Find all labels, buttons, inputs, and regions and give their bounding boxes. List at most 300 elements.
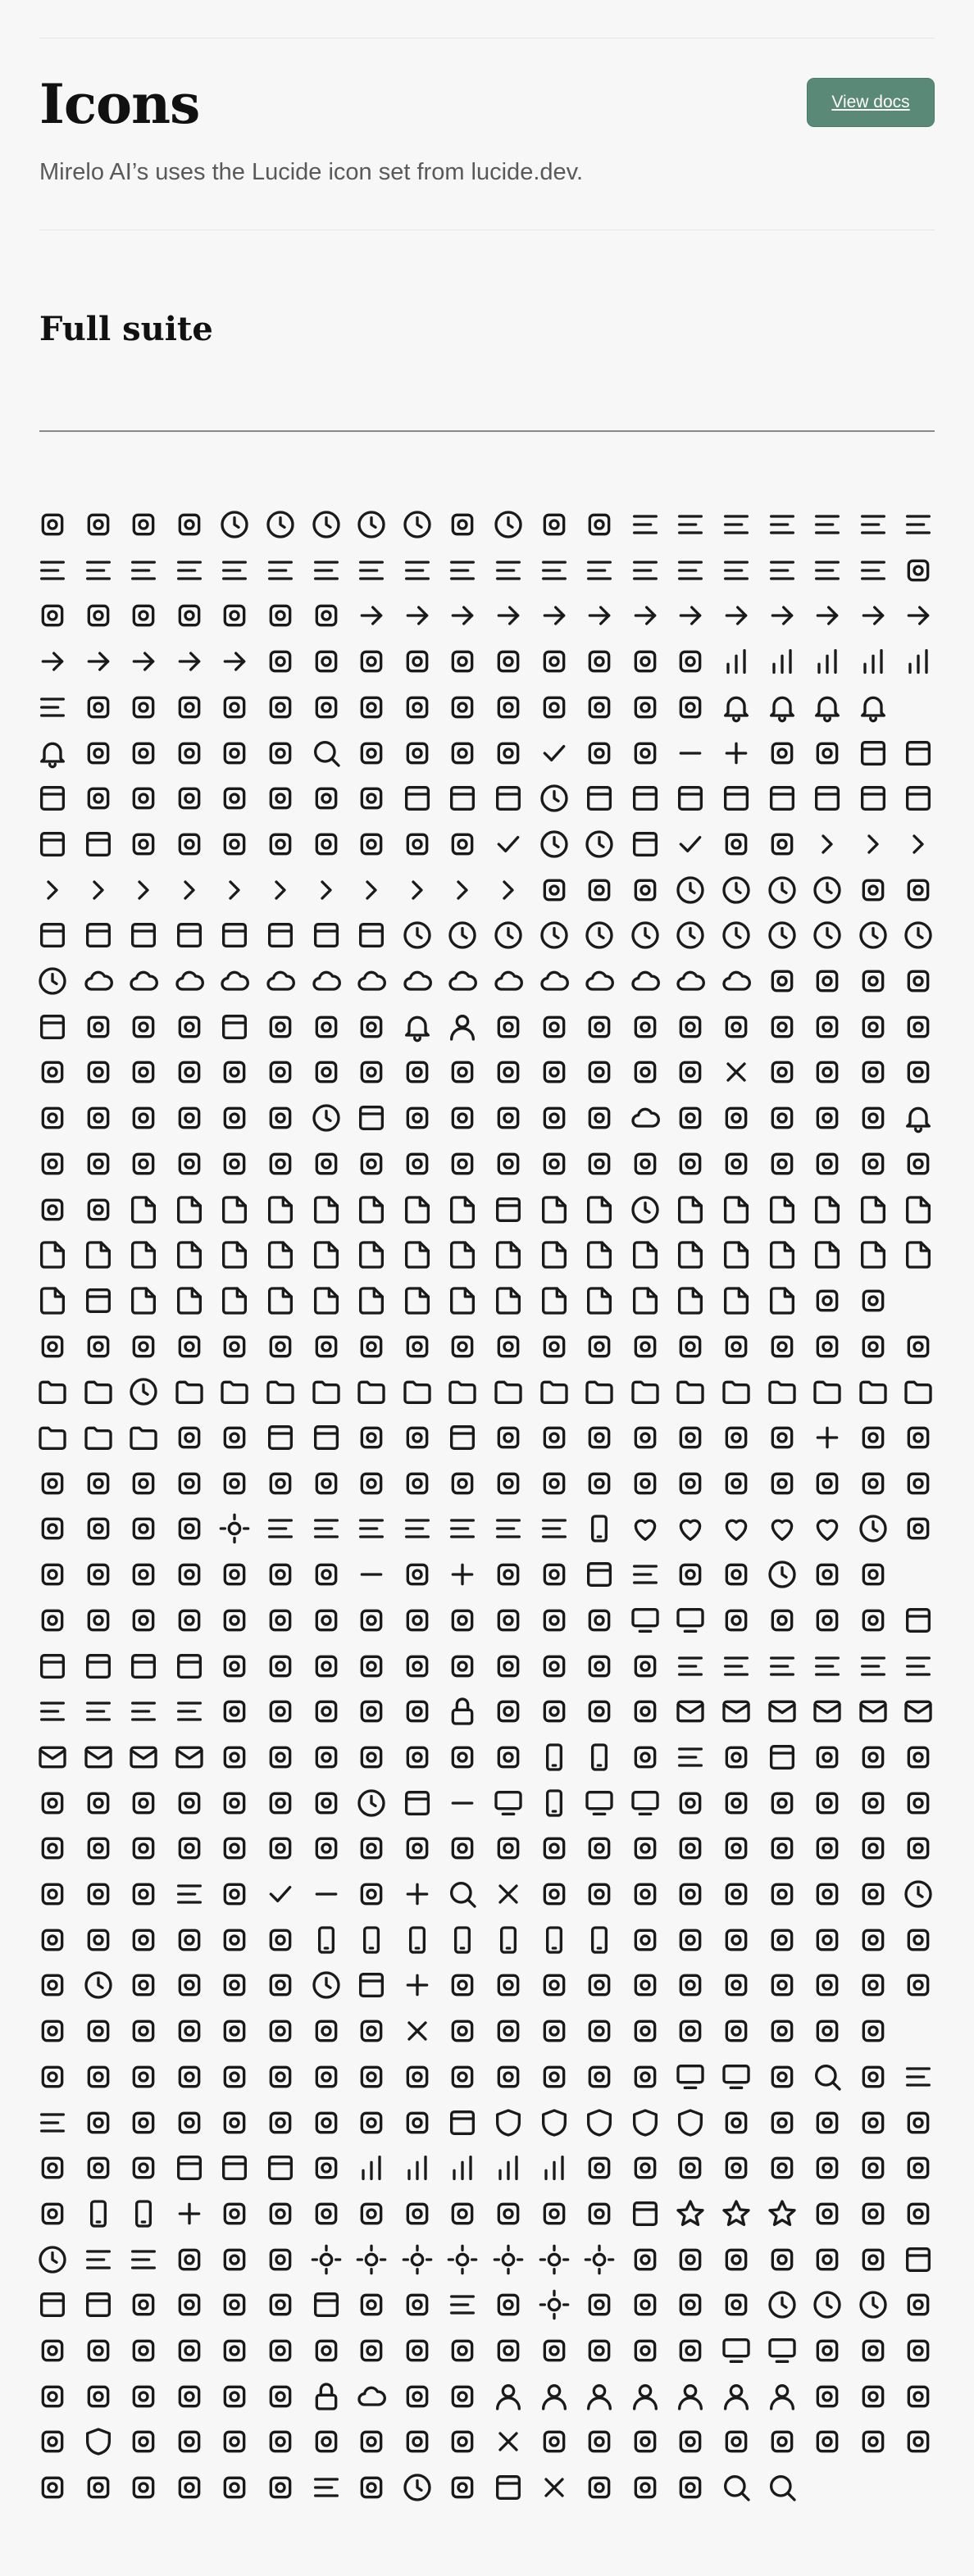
hand-icon[interactable] [36, 1512, 69, 1545]
sort-desc-icon[interactable] [401, 2197, 434, 2230]
folder-input-icon[interactable] [538, 1375, 571, 1408]
home-icon[interactable] [127, 1558, 160, 1591]
sailboat-icon[interactable] [173, 2060, 206, 2093]
flask-conical-icon[interactable] [538, 1330, 571, 1363]
arrow-up-circle-icon[interactable] [36, 645, 69, 678]
move-vertical-icon[interactable] [355, 1832, 388, 1865]
vibrate-off-icon[interactable] [127, 2425, 160, 2458]
info-icon[interactable] [766, 1558, 799, 1591]
edit-icon[interactable] [218, 1147, 251, 1180]
train-icon[interactable] [173, 2334, 206, 2367]
list-plus-icon[interactable] [902, 1650, 935, 1683]
bluetooth-searching-icon[interactable] [310, 737, 343, 770]
framer-icon[interactable] [310, 1421, 343, 1454]
lamp-icon[interactable] [492, 1604, 525, 1637]
settings-2-icon[interactable] [264, 2106, 297, 2139]
copyleft-icon[interactable] [629, 1011, 662, 1043]
book-open-icon[interactable] [583, 737, 616, 770]
locate-off-icon[interactable] [355, 1695, 388, 1728]
mouse-pointer-click-icon[interactable] [36, 1832, 69, 1865]
smile-plus-icon[interactable] [173, 2197, 206, 2230]
wallet-icon[interactable] [583, 2425, 616, 2458]
volume-1-icon[interactable] [401, 2425, 434, 2458]
circle-slashed-icon[interactable] [766, 874, 799, 906]
x-circle-icon[interactable] [401, 2471, 434, 2504]
eraser-icon[interactable] [492, 1147, 525, 1180]
lamp-ceiling-icon[interactable] [264, 1604, 297, 1637]
clipboard-type-icon[interactable] [264, 919, 297, 952]
dice-3-icon[interactable] [902, 1056, 935, 1088]
folder-edit-icon[interactable] [355, 1375, 388, 1408]
folder-key-icon[interactable] [583, 1375, 616, 1408]
file-diff-icon[interactable] [811, 1193, 844, 1226]
file-bar-chart-icon[interactable] [446, 1193, 479, 1226]
folder-clock-icon[interactable] [127, 1375, 160, 1408]
line-chart-icon[interactable] [446, 1650, 479, 1683]
file-text-icon[interactable] [218, 1284, 251, 1317]
rewind-icon[interactable] [629, 2015, 662, 2047]
watch-icon[interactable] [720, 2425, 753, 2458]
clapperboard-icon[interactable] [902, 874, 935, 906]
pocket-icon[interactable] [446, 1969, 479, 2001]
align-vertical-space-between-icon[interactable] [857, 554, 890, 587]
reply-icon[interactable] [583, 2015, 616, 2047]
hammer-icon[interactable] [857, 1467, 890, 1500]
truck-icon[interactable] [674, 2334, 707, 2367]
apple-icon[interactable] [173, 599, 206, 632]
volume-x-icon[interactable] [492, 2425, 525, 2458]
arrow-big-left-icon[interactable] [401, 599, 434, 632]
calendar-minus-icon[interactable] [674, 782, 707, 815]
podcast-icon[interactable] [492, 1969, 525, 2001]
clipboard-edit-icon[interactable] [127, 919, 160, 952]
arrow-up-down-icon[interactable] [82, 645, 115, 678]
globe-2-icon[interactable] [492, 1467, 525, 1500]
phone-off-icon[interactable] [492, 1924, 525, 1956]
function-square-icon[interactable] [446, 1421, 479, 1454]
egg-icon[interactable] [355, 1147, 388, 1180]
dollar-sign-icon[interactable] [583, 1102, 616, 1134]
piggy-bank-icon[interactable] [674, 1924, 707, 1956]
settings-icon[interactable] [310, 2106, 343, 2139]
zoom-in-icon[interactable] [720, 2471, 753, 2504]
contact-icon[interactable] [446, 1011, 479, 1043]
refrigerator-icon[interactable] [355, 2015, 388, 2047]
cloud-cog-icon[interactable] [82, 965, 115, 997]
smartphone-charging-icon[interactable] [82, 2197, 115, 2230]
list-ordered-icon[interactable] [857, 1650, 890, 1683]
slash-icon[interactable] [811, 2151, 844, 2184]
bar-chart-2-icon[interactable] [720, 645, 753, 678]
youtube-icon[interactable] [583, 2471, 616, 2504]
star-off-icon[interactable] [720, 2197, 753, 2230]
file-plus-2-icon[interactable] [720, 1238, 753, 1271]
package-plus-icon[interactable] [401, 1878, 434, 1910]
layout-template-icon[interactable] [127, 1650, 160, 1683]
clock-icon[interactable] [36, 965, 69, 997]
bookmark-minus-icon[interactable] [674, 737, 707, 770]
thermometer-snowflake-icon[interactable] [492, 2288, 525, 2321]
scale-icon[interactable] [401, 2060, 434, 2093]
redo-icon[interactable] [218, 2015, 251, 2047]
leaf-icon[interactable] [218, 1650, 251, 1683]
divide-circle-icon[interactable] [310, 1102, 343, 1134]
copyright-icon[interactable] [674, 1011, 707, 1043]
power-icon[interactable] [674, 1969, 707, 2001]
chevron-last-icon[interactable] [902, 828, 935, 861]
video-icon[interactable] [264, 2425, 297, 2458]
asterisk-icon[interactable] [264, 645, 297, 678]
more-horizontal-icon[interactable] [720, 1787, 753, 1820]
shield-close-icon[interactable] [583, 2106, 616, 2139]
axis-3d-icon[interactable] [446, 645, 479, 678]
beef-icon[interactable] [629, 691, 662, 724]
grid-icon[interactable] [720, 1467, 753, 1500]
corner-right-up-icon[interactable] [36, 1056, 69, 1088]
screen-share-off-icon[interactable] [674, 2060, 707, 2093]
trash-icon[interactable] [264, 2334, 297, 2367]
chevron-right-icon[interactable] [82, 874, 115, 906]
terminal-square-icon[interactable] [310, 2288, 343, 2321]
concierge-bell-icon[interactable] [401, 1011, 434, 1043]
zap-off-icon[interactable] [629, 2471, 662, 2504]
arrow-down-icon[interactable] [674, 599, 707, 632]
mail-x-icon[interactable] [82, 1741, 115, 1774]
lock-icon[interactable] [446, 1695, 479, 1728]
timer-icon[interactable] [857, 2288, 890, 2321]
fish-icon[interactable] [127, 1330, 160, 1363]
book-open-check-icon[interactable] [538, 737, 571, 770]
underline-icon[interactable] [82, 2380, 115, 2413]
bug-icon[interactable] [173, 782, 206, 815]
thermometer-sun-icon[interactable] [538, 2288, 571, 2321]
list-start-icon[interactable] [36, 1695, 69, 1728]
camera-icon[interactable] [173, 828, 206, 861]
sun-snow-icon[interactable] [446, 2243, 479, 2276]
annoyed-icon[interactable] [82, 599, 115, 632]
utensils-crossed-icon[interactable] [811, 2380, 844, 2413]
bell-icon[interactable] [36, 737, 69, 770]
heart-handshake-icon[interactable] [674, 1512, 707, 1545]
pizza-icon[interactable] [902, 1924, 935, 1956]
smartphone-icon[interactable] [127, 2197, 160, 2230]
arrow-big-down-icon[interactable] [355, 599, 388, 632]
phone-missed-icon[interactable] [446, 1924, 479, 1956]
git-merge-icon[interactable] [127, 1467, 160, 1500]
minus-icon[interactable] [446, 1787, 479, 1820]
git-branch-plus-icon[interactable] [811, 1421, 844, 1454]
file-image-icon[interactable] [127, 1238, 160, 1271]
align-horizontal-justify-start-icon[interactable] [173, 554, 206, 587]
heading-icon[interactable] [538, 1512, 571, 1545]
qr-code-icon[interactable] [811, 1969, 844, 2001]
align-end-horizontal-icon[interactable] [766, 508, 799, 541]
server-cog-icon[interactable] [82, 2106, 115, 2139]
user-x-icon[interactable] [674, 2380, 707, 2413]
flashlight-icon[interactable] [446, 1330, 479, 1363]
navigation-icon[interactable] [766, 1832, 799, 1865]
chevrons-left-icon[interactable] [310, 874, 343, 906]
verified-icon[interactable] [82, 2425, 115, 2458]
octagon-icon[interactable] [82, 1878, 115, 1910]
camera-off-icon[interactable] [127, 828, 160, 861]
microscope-icon[interactable] [36, 1787, 69, 1820]
heart-icon[interactable] [811, 1512, 844, 1545]
laugh-icon[interactable] [811, 1604, 844, 1637]
chevron-left-icon[interactable] [36, 874, 69, 906]
regex-icon[interactable] [401, 2015, 434, 2047]
hand-metal-icon[interactable] [902, 1467, 935, 1500]
bean-icon[interactable] [446, 691, 479, 724]
folder-git-icon[interactable] [446, 1375, 479, 1408]
banana-icon[interactable] [629, 645, 662, 678]
mouse-pointer-icon[interactable] [82, 1832, 115, 1865]
strikethrough-icon[interactable] [173, 2243, 206, 2276]
trello-icon[interactable] [446, 2334, 479, 2367]
user-cog-icon[interactable] [538, 2380, 571, 2413]
pencil-icon[interactable] [173, 1924, 206, 1956]
file-x-icon[interactable] [674, 1284, 707, 1317]
stop-circle-icon[interactable] [36, 2243, 69, 2276]
umbrella-icon[interactable] [36, 2380, 69, 2413]
bluetooth-icon[interactable] [355, 737, 388, 770]
git-compare-icon[interactable] [36, 1467, 69, 1500]
lamp-desk-icon[interactable] [310, 1604, 343, 1637]
file-check-2-icon[interactable] [538, 1193, 571, 1226]
equal-icon[interactable] [446, 1147, 479, 1180]
file-type-icon[interactable] [310, 1284, 343, 1317]
folder-lock-icon[interactable] [629, 1375, 662, 1408]
sun-icon[interactable] [492, 2243, 525, 2276]
gamepad-2-icon[interactable] [492, 1421, 525, 1454]
newspaper-icon[interactable] [857, 1832, 890, 1865]
folder-closed-icon[interactable] [173, 1375, 206, 1408]
package-open-icon[interactable] [355, 1878, 388, 1910]
sandwich-icon[interactable] [264, 2060, 297, 2093]
egg-fried-icon[interactable] [264, 1147, 297, 1180]
sprout-icon[interactable] [583, 2197, 616, 2230]
paperclip-icon[interactable] [811, 1878, 844, 1910]
cup-soda-icon[interactable] [492, 1056, 525, 1088]
package-2-icon[interactable] [218, 1878, 251, 1910]
scroll-icon[interactable] [766, 2060, 799, 2093]
command-icon[interactable] [264, 1011, 297, 1043]
wrap-text-icon[interactable] [310, 2471, 343, 2504]
x-square-icon[interactable] [492, 2471, 525, 2504]
align-start-vertical-icon[interactable] [492, 554, 525, 587]
skip-forward-icon[interactable] [674, 2151, 707, 2184]
flag-triangle-left-icon[interactable] [218, 1330, 251, 1363]
life-buoy-icon[interactable] [310, 1650, 343, 1683]
refresh-cw-icon[interactable] [310, 2015, 343, 2047]
bar-chart-icon[interactable] [902, 645, 935, 678]
list-video-icon[interactable] [82, 1695, 115, 1728]
activity-icon[interactable] [82, 508, 115, 541]
align-center-vertical-icon[interactable] [674, 508, 707, 541]
library-icon[interactable] [264, 1650, 297, 1683]
file-heart-icon[interactable] [82, 1238, 115, 1271]
headphones-icon[interactable] [583, 1512, 616, 1545]
contrast-icon[interactable] [492, 1011, 525, 1043]
clock-6-icon[interactable] [766, 919, 799, 952]
chef-hat-icon[interactable] [720, 828, 753, 861]
cloudy-icon[interactable] [720, 965, 753, 997]
bed-double-icon[interactable] [492, 691, 525, 724]
file-down-icon[interactable] [902, 1193, 935, 1226]
inspect-icon[interactable] [811, 1558, 844, 1591]
flag-icon[interactable] [310, 1330, 343, 1363]
heading-3-icon[interactable] [355, 1512, 388, 1545]
facebook-icon[interactable] [766, 1147, 799, 1180]
wrench-icon[interactable] [355, 2471, 388, 2504]
file-up-icon[interactable] [355, 1284, 388, 1317]
code-icon[interactable] [857, 965, 890, 997]
heart-pulse-icon[interactable] [766, 1512, 799, 1545]
martini-icon[interactable] [355, 1741, 388, 1774]
euro-icon[interactable] [538, 1147, 571, 1180]
flip-vertical-2-icon[interactable] [720, 1330, 753, 1363]
currency-icon[interactable] [583, 1056, 616, 1088]
file-cog-2-icon[interactable] [720, 1193, 753, 1226]
grip-vertical-icon[interactable] [811, 1467, 844, 1500]
image-off-icon[interactable] [401, 1558, 434, 1591]
cigarette-icon[interactable] [629, 874, 662, 906]
table-icon[interactable] [36, 2288, 69, 2321]
check-circle-icon[interactable] [583, 828, 616, 861]
file-volume-icon[interactable] [538, 1284, 571, 1317]
bell-off-icon[interactable] [766, 691, 799, 724]
calendar-x-2-icon[interactable] [902, 782, 935, 815]
view-docs-button[interactable]: View docs [807, 78, 935, 127]
file-scan-icon[interactable] [857, 1238, 890, 1271]
lamp-floor-icon[interactable] [355, 1604, 388, 1637]
tree-deciduous-icon[interactable] [310, 2334, 343, 2367]
rectangle-vertical-icon[interactable] [82, 2015, 115, 2047]
triangle-icon[interactable] [583, 2334, 616, 2367]
github-icon[interactable] [310, 1467, 343, 1500]
laptop-icon[interactable] [674, 1604, 707, 1637]
wine-icon[interactable] [264, 2471, 297, 2504]
plane-icon[interactable] [36, 1969, 69, 2001]
arrow-big-right-icon[interactable] [446, 599, 479, 632]
package-minus-icon[interactable] [310, 1878, 343, 1910]
bone-icon[interactable] [492, 737, 525, 770]
paintbrush-2-icon[interactable] [629, 1878, 662, 1910]
x-octagon-icon[interactable] [446, 2471, 479, 2504]
instagram-icon[interactable] [857, 1558, 890, 1591]
hop-icon[interactable] [218, 1558, 251, 1591]
siren-icon[interactable] [583, 2151, 616, 2184]
infinity-icon[interactable] [720, 1558, 753, 1591]
image-minus-icon[interactable] [355, 1558, 388, 1591]
dice-5-icon[interactable] [82, 1102, 115, 1134]
heart-off-icon[interactable] [720, 1512, 753, 1545]
moon-icon[interactable] [674, 1787, 707, 1820]
russian-ruble-icon[interactable] [127, 2060, 160, 2093]
file-check-icon[interactable] [583, 1193, 616, 1226]
chevrons-down-icon[interactable] [218, 874, 251, 906]
flower-icon[interactable] [857, 1330, 890, 1363]
flask-round-icon[interactable] [583, 1330, 616, 1363]
align-justify-icon[interactable] [310, 554, 343, 587]
stethoscope-icon[interactable] [811, 2197, 844, 2230]
navigation-off-icon[interactable] [720, 1832, 753, 1865]
bed-single-icon[interactable] [538, 691, 571, 724]
boxes-icon[interactable] [36, 782, 69, 815]
tags-icon[interactable] [173, 2288, 206, 2321]
align-end-vertical-icon[interactable] [811, 508, 844, 541]
indent-icon[interactable] [629, 1558, 662, 1591]
corner-up-left-icon[interactable] [82, 1056, 115, 1088]
building-2-icon[interactable] [218, 782, 251, 815]
cloud-moon-rain-icon[interactable] [310, 965, 343, 997]
scan-line-icon[interactable] [538, 2060, 571, 2093]
clover-icon[interactable] [766, 965, 799, 997]
ice-cream-icon[interactable] [310, 1558, 343, 1591]
file-json-icon[interactable] [264, 1238, 297, 1271]
baggage-claim-icon[interactable] [583, 645, 616, 678]
diff-icon[interactable] [218, 1102, 251, 1134]
alarm-minus-icon[interactable] [355, 508, 388, 541]
align-center-icon[interactable] [720, 508, 753, 541]
plug-zap-icon[interactable] [218, 1969, 251, 2001]
chevron-up-icon[interactable] [127, 874, 160, 906]
megaphone-icon[interactable] [583, 1741, 616, 1774]
quote-icon[interactable] [857, 1969, 890, 2001]
tree-pine-icon[interactable] [355, 2334, 388, 2367]
beaker-icon[interactable] [355, 691, 388, 724]
view-icon[interactable] [310, 2425, 343, 2458]
armchair-icon[interactable] [310, 599, 343, 632]
sliders-horizontal-icon[interactable] [902, 2151, 935, 2184]
flip-vertical-icon[interactable] [766, 1330, 799, 1363]
wand-icon[interactable] [674, 2425, 707, 2458]
slice-icon[interactable] [857, 2151, 890, 2184]
folder-cog-2-icon[interactable] [218, 1375, 251, 1408]
award-icon[interactable] [355, 645, 388, 678]
voicemail-icon[interactable] [355, 2425, 388, 2458]
bed-icon[interactable] [583, 691, 616, 724]
sunset-icon[interactable] [583, 2243, 616, 2276]
vegan-icon[interactable] [902, 2380, 935, 2413]
gem-icon[interactable] [674, 1421, 707, 1454]
eye-icon[interactable] [720, 1147, 753, 1180]
heading-6-icon[interactable] [492, 1512, 525, 1545]
file-question-icon[interactable] [811, 1238, 844, 1271]
plus-square-icon[interactable] [355, 1969, 388, 2001]
cog-icon[interactable] [127, 1011, 160, 1043]
calendar-x-icon[interactable] [36, 828, 69, 861]
corner-up-right-icon[interactable] [127, 1056, 160, 1088]
waves-icon[interactable] [766, 2425, 799, 2458]
text-cursor-icon[interactable] [446, 2288, 479, 2321]
phone-icon[interactable] [583, 1924, 616, 1956]
align-vertical-justify-end-icon[interactable] [720, 554, 753, 587]
files-icon[interactable] [766, 1284, 799, 1317]
file-badge-icon[interactable] [355, 1193, 388, 1226]
croissant-icon[interactable] [264, 1056, 297, 1088]
signal-medium-icon[interactable] [446, 2151, 479, 2184]
signal-high-icon[interactable] [355, 2151, 388, 2184]
git-commit-icon[interactable] [902, 1421, 935, 1454]
brush-icon[interactable] [127, 782, 160, 815]
wind-arrow-icon[interactable] [173, 2471, 206, 2504]
dice-6-icon[interactable] [127, 1102, 160, 1134]
frame-icon[interactable] [264, 1421, 297, 1454]
trending-down-icon[interactable] [492, 2334, 525, 2367]
salad-icon[interactable] [218, 2060, 251, 2093]
navigation-2-off-icon[interactable] [629, 1832, 662, 1865]
